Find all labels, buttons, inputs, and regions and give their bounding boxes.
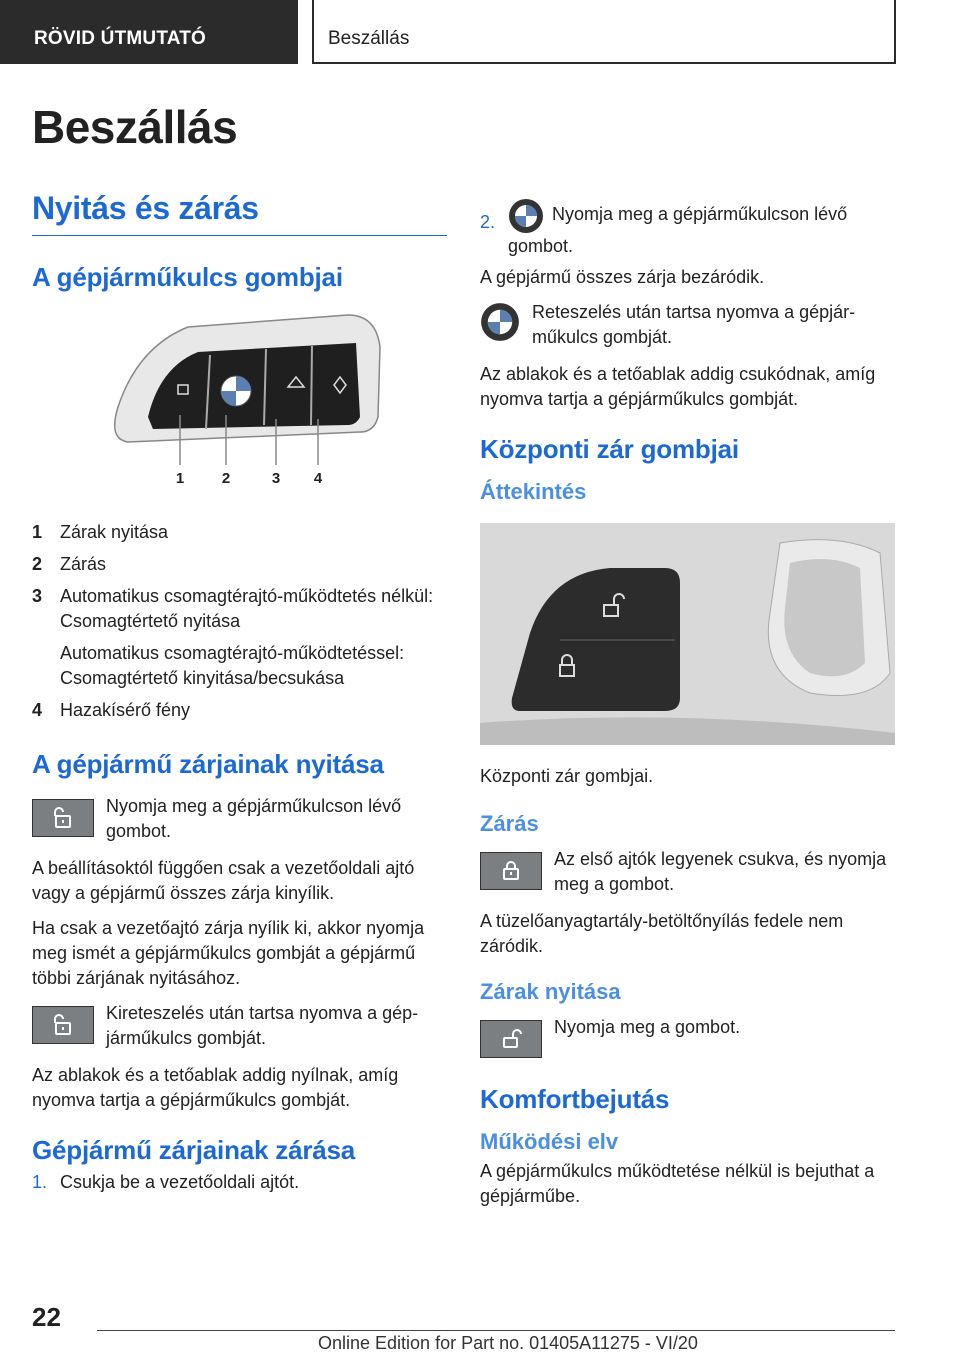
- bmw-key-icon: [480, 302, 520, 342]
- steps-list: [480, 196, 895, 259]
- key-legend: [32, 520, 447, 723]
- heading-overview: Áttekintés: [480, 479, 587, 504]
- list-item-extra: Automatikus csomagtérajtó-működtetéssel: Csomagtértető kinyitása/becsukása: [60, 643, 405, 688]
- list-item: 1. Csukja be a vezetőoldali ajtót.: [32, 1172, 300, 1192]
- key-label-1: 1: [175, 470, 185, 487]
- heading-key-buttons: A gépjárműkulcs gombjai: [32, 262, 343, 292]
- heading-locking: Gépjármű zárjainak zárása: [32, 1135, 356, 1165]
- page-number: 22: [32, 1302, 61, 1332]
- unlock-button-icon: [32, 1006, 94, 1044]
- icon-paragraph: Kireteszelés után tartsa nyomva a gépjárműkulcs gombját.: [32, 1001, 447, 1051]
- page-title: Beszállás: [32, 101, 238, 153]
- footer-edition: Online Edition for Part no. 01405A11275 - VI/20: [318, 1333, 698, 1353]
- list-item: 1 Zárak nyitása: [32, 522, 169, 542]
- paragraph: A gépjármű összes zárja bezáródik.: [480, 267, 765, 287]
- unlock-button-icon: [32, 799, 94, 837]
- paragraph: A tüzelőanyagtartály-betöltőnyílás fedele nem záródik.: [480, 911, 844, 956]
- icon-paragraph: Nyomja meg a gombot.: [480, 1015, 895, 1058]
- unlock-button-icon: [480, 1020, 542, 1058]
- icon-paragraph: Reteszelés után tartsa nyomva a gépjárműkulcs gombját.: [480, 300, 895, 350]
- right-column: [480, 196, 895, 1219]
- list-item: 4 Hazakísérő fény: [32, 700, 191, 720]
- car-key-illustration: [98, 307, 398, 497]
- key-label-4: 4: [313, 470, 323, 487]
- central-lock-illustration: [480, 523, 895, 745]
- list-item: 3 Automatikus csomagtérajtó-működtetés nélkül: Csomagtértető nyitása: [32, 586, 434, 631]
- header-chapter: Beszállás: [312, 0, 896, 64]
- heading-principle: Működési elv: [480, 1129, 619, 1154]
- heading-unlock: Zárak nyitása: [480, 979, 621, 1004]
- steps-list: [32, 1170, 447, 1195]
- section-heading: Nyitás és zárás: [32, 190, 447, 236]
- figure-caption: Központi zár gombjai.: [480, 766, 654, 786]
- lock-button-icon: [480, 852, 542, 890]
- list-item: 2. Nyomja meg a gépjárműkulcson lévő gombot.: [480, 196, 895, 259]
- heading-central-lock: Központi zár gombjai: [480, 434, 739, 464]
- heading-lock: Zárás: [480, 811, 539, 836]
- header-section: RÖVID ÚTMUTATÓ: [0, 0, 298, 64]
- paragraph: Az ablakok és a tetőablak addig csukódnak, amíg nyomva tartja a gépjárműkulcs gombját.: [480, 364, 876, 409]
- footer-divider: [97, 1330, 895, 1331]
- heading-unlocking: A gépjármű zárjainak nyitása: [32, 749, 384, 779]
- paragraph: Az ablakok és a tetőablak addig nyílnak, amíg nyomva tartja a gépjárműkulcs gombját.: [32, 1065, 399, 1110]
- icon-paragraph: Nyomja meg a gépjárműkulcson lévő gombot.: [32, 794, 447, 844]
- key-label-3: 3: [271, 470, 281, 487]
- bmw-key-icon: [508, 198, 544, 234]
- heading-comfort-access: Komfortbejutás: [480, 1084, 670, 1114]
- paragraph: A gépjárműkulcs működtetése nélkül is bejuthat a gépjárműbe.: [480, 1161, 875, 1206]
- left-column: [32, 190, 447, 1201]
- paragraph: A beállításoktól függően csak a vezetőoldali ajtó vagy a gépjármű összes zárja kinyílik.: [32, 858, 415, 903]
- icon-paragraph: Az első ajtók legyenek csukva, és nyomja meg a gombot.: [480, 847, 895, 897]
- paragraph: Ha csak a vezetőajtó zárja nyílik ki, akkor nyomja meg ismét a gépjárműkulcs gombját a gépjármű többi zárjának nyitásához.: [32, 918, 425, 988]
- key-label-2: 2: [221, 470, 231, 487]
- list-item: 2 Zárás: [32, 554, 107, 574]
